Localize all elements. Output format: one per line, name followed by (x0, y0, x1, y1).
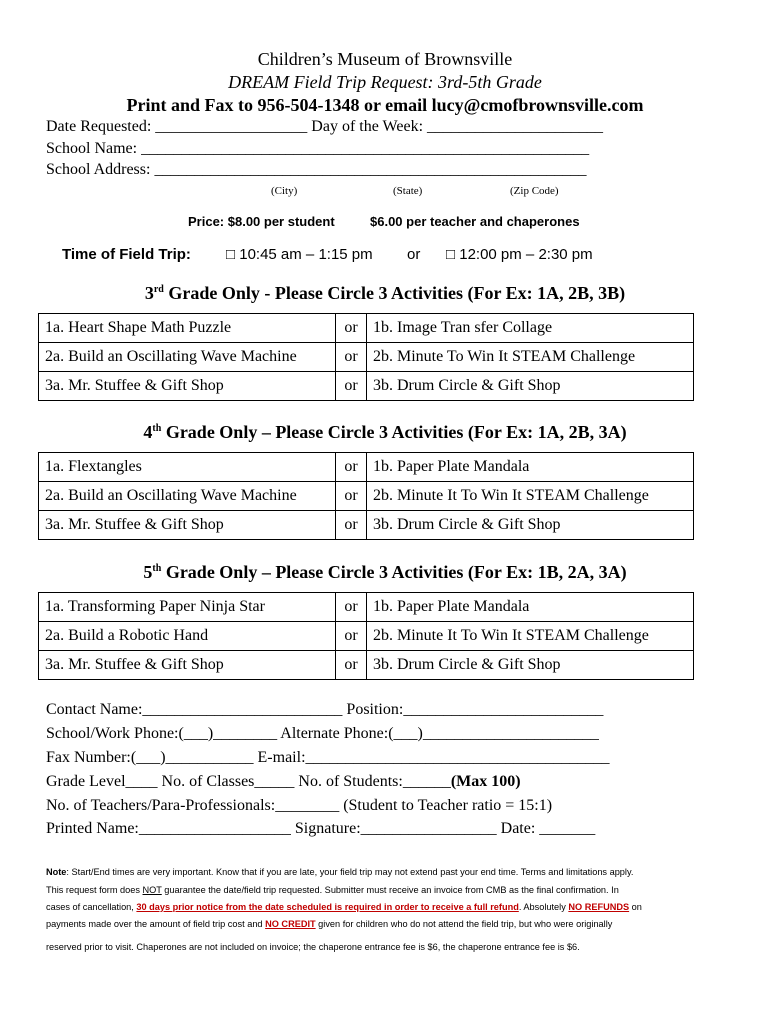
submit-instructions: Print and Fax to 956-504-1348 or email lucy@cmofbrownsville.com (126, 95, 644, 115)
time-option-2-checkbox[interactable]: □ 12:00 pm – 2:30 pm (446, 246, 593, 263)
table-row (39, 651, 694, 680)
activity-option[interactable]: 2a. Build an Oscillating Wave Machine (39, 482, 336, 511)
school-address-field[interactable]: School Address: ______________________________________________________ (46, 161, 587, 178)
activity-option[interactable]: 2b. Minute It To Win It STEAM Challenge (367, 482, 694, 511)
or-label: or (336, 314, 367, 343)
note-line-2: This request form does NOT guarantee the date/field trip requested. Submitter must receive an invoice from CMB as the final confirmation. In (46, 885, 619, 895)
activity-option[interactable]: 3a. Mr. Stuffee & Gift Shop (39, 651, 336, 680)
time-or-label: or (407, 246, 421, 263)
table-row (39, 511, 694, 540)
or-label: or (336, 511, 367, 540)
activity-option[interactable]: 2b. Minute It To Win It STEAM Challenge (367, 622, 694, 651)
activity-option[interactable]: 1b. Paper Plate Mandala (367, 593, 694, 622)
grade-level-fields[interactable]: Grade Level____ No. of Classes_____ No. of Students:______(Max 100) (46, 773, 521, 790)
table-row (39, 343, 694, 372)
table-row (39, 593, 694, 622)
or-label: or (336, 453, 367, 482)
activity-option[interactable]: 1a. Transforming Paper Ninja Star (39, 593, 336, 622)
or-label: or (336, 482, 367, 511)
activity-option[interactable]: 3b. Drum Circle & Gift Shop (367, 651, 694, 680)
table-row (39, 622, 694, 651)
activity-option[interactable]: 3a. Mr. Stuffee & Gift Shop (39, 511, 336, 540)
or-label: or (336, 372, 367, 401)
activity-option[interactable]: 1b. Image Tran sfer Collage (367, 314, 694, 343)
state-label: (State) (393, 185, 423, 197)
activity-option[interactable]: 2b. Minute To Win It STEAM Challenge (367, 343, 694, 372)
note-line-5: reserved prior to visit. Chaperones are not included on invoice; the chaperone entrance fee is $6, the chaperone entrance fee is $6. (46, 942, 580, 952)
time-label: Time of Field Trip: (62, 246, 191, 263)
or-label: or (336, 343, 367, 372)
fax-email-fields[interactable]: Fax Number:(___)___________ E-mail:______________________________________ (46, 749, 610, 766)
grade-4-heading: 4th Grade Only – Please Circle 3 Activities (For Ex: 1A, 2B, 3A) (143, 422, 627, 442)
contact-name-field[interactable]: Contact Name:_________________________ Position:_________________________ (46, 701, 604, 718)
max-students-label: (Max 100) (450, 773, 521, 790)
grade-4-activities-table (38, 452, 694, 540)
zip-label: (Zip Code) (510, 185, 559, 197)
or-label: or (336, 651, 367, 680)
phone-fields[interactable]: School/Work Phone:(___)________ Alternate Phone:(___)______________________ (46, 725, 599, 742)
time-option-1-checkbox[interactable]: □ 10:45 am – 1:15 pm (226, 246, 373, 263)
grade-3-heading: 3rd Grade Only - Please Circle 3 Activities (For Ex: 1A, 2B, 3B) (144, 283, 626, 303)
activity-option[interactable]: 3b. Drum Circle & Gift Shop (367, 511, 694, 540)
note-line-4: payments made over the amount of field trip cost and NO CREDIT given for children who do not attend the field trip, but who were originally (46, 919, 613, 929)
teacher-price: $6.00 per teacher and chaperones (370, 214, 580, 229)
note-line-1: Note: Start/End times are very important. Know that if you are late, your field trip may not extend past your end time. Terms and limitations apply. (46, 867, 634, 877)
student-price: Price: $8.00 per student (188, 214, 335, 229)
table-row (39, 453, 694, 482)
organization-name: Children’s Museum of Brownsville (257, 49, 513, 69)
form-subtitle: DREAM Field Trip Request: 3rd-5th Grade (228, 72, 542, 92)
activity-option[interactable]: 2a. Build an Oscillating Wave Machine (39, 343, 336, 372)
or-label: or (336, 593, 367, 622)
note-line-3: cases of cancellation, 30 days prior notice from the date scheduled is required in order to receive a full refund. Absolutely NO REFUNDS on (46, 902, 642, 912)
or-label: or (336, 622, 367, 651)
activity-option[interactable]: 1a. Heart Shape Math Puzzle (39, 314, 336, 343)
table-row (39, 372, 694, 401)
teachers-field[interactable]: No. of Teachers/Para-Professionals:________ (Student to Teacher ratio = 15:1) (46, 797, 553, 814)
activity-option[interactable]: 3b. Drum Circle & Gift Shop (367, 372, 694, 401)
grade-5-activities-table (38, 592, 694, 680)
city-label: (City) (271, 185, 298, 197)
activity-option[interactable]: 3a. Mr. Stuffee & Gift Shop (39, 372, 336, 401)
date-requested-field[interactable]: Date Requested: ___________________ Day of the Week: ______________________ (46, 118, 604, 135)
activity-option[interactable]: 2a. Build a Robotic Hand (39, 622, 336, 651)
table-row (39, 314, 694, 343)
grade-5-heading: 5th Grade Only – Please Circle 3 Activities (For Ex: 1B, 2A, 3A) (143, 562, 627, 582)
activity-option[interactable]: 1b. Paper Plate Mandala (367, 453, 694, 482)
activity-option[interactable]: 1a. Flextangles (39, 453, 336, 482)
grade-3-activities-table (38, 313, 694, 401)
school-name-field[interactable]: School Name: ________________________________________________________ (46, 140, 590, 157)
table-row (39, 482, 694, 511)
signature-fields[interactable]: Printed Name:___________________ Signature:_________________ Date: _______ (46, 820, 596, 837)
